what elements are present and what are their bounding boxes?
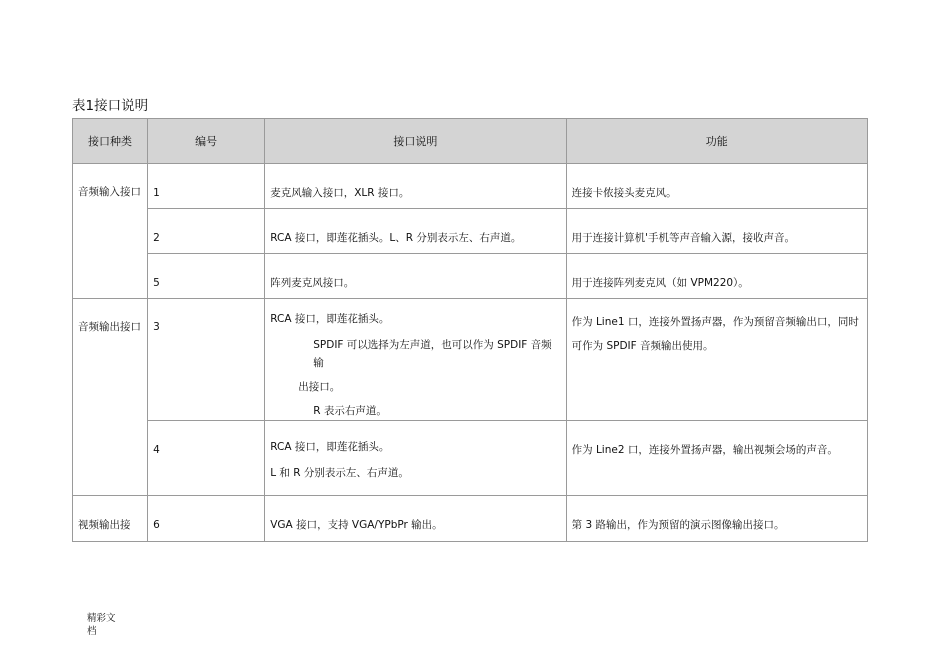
category-cell xyxy=(73,164,148,299)
function-cell: 作为 Line1 口，连接外置扬声器，作为预留音频输出口，同时可作为 SPDIF 音频输出使用。 xyxy=(566,299,867,421)
description-cell: RCA 接口，即莲花插头。L、R 分别表示左、右声道。 xyxy=(265,209,566,254)
description-cell: 麦克风输入接口，XLR 接口。 xyxy=(265,164,566,209)
number-cell: 2 xyxy=(148,209,265,254)
table-row xyxy=(73,209,868,254)
number-cell: 4 xyxy=(148,421,265,496)
table-header-row xyxy=(73,119,868,164)
category-label: 音频输入接口 xyxy=(78,186,141,198)
number-cell: 6 xyxy=(148,496,265,542)
table-row xyxy=(73,164,868,209)
table-row xyxy=(73,254,868,299)
category-label: 视频输出接 xyxy=(78,519,131,531)
description-cell: 阵列麦克风接口。 xyxy=(265,254,566,299)
function-cell: 第 3 路输出，作为预留的演示图像输出接口。 xyxy=(566,496,867,542)
function-cell: 用于连接计算机'手机等声音输入源，接收声音。 xyxy=(566,209,867,254)
table-row xyxy=(73,421,868,496)
function-cell: 用于连接阵列麦克风（如 VPM220）。 xyxy=(566,254,867,299)
description-cell: RCA 接口，即莲花插头。 SPDIF 可以选择为左声道，也可以作为 SPDIF 音频输 出接口。 R 表示右声道。 xyxy=(265,299,566,421)
category-label: 音频输出接口 xyxy=(78,321,141,333)
function-cell: 作为 Line2 口，连接外置扬声器，输出视频会场的声音。 xyxy=(566,421,867,496)
table-row xyxy=(73,496,868,542)
header-number: 编号 xyxy=(148,119,265,164)
header-description: 接口说明 xyxy=(265,119,566,164)
header-category: 接口种类 xyxy=(73,119,148,164)
interface-table xyxy=(72,118,868,542)
category-cell xyxy=(73,496,148,542)
footer-watermark: 精彩文 档 xyxy=(87,613,116,637)
table-caption: 表1接口说明 xyxy=(72,98,149,114)
header-function: 功能 xyxy=(566,119,867,164)
function-cell: 连接卡侬接头麦克风。 xyxy=(566,164,867,209)
description-cell: VGA 接口，支持 VGA/YPbPr 输出。 xyxy=(265,496,566,542)
number-cell: 1 xyxy=(148,164,265,209)
number-cell: 3 xyxy=(148,299,265,421)
category-cell xyxy=(73,299,148,496)
number-cell: 5 xyxy=(148,254,265,299)
description-cell: RCA 接口，即莲花插头。 L 和 R 分别表示左、右声道。 xyxy=(265,421,566,496)
table-row xyxy=(73,299,868,421)
